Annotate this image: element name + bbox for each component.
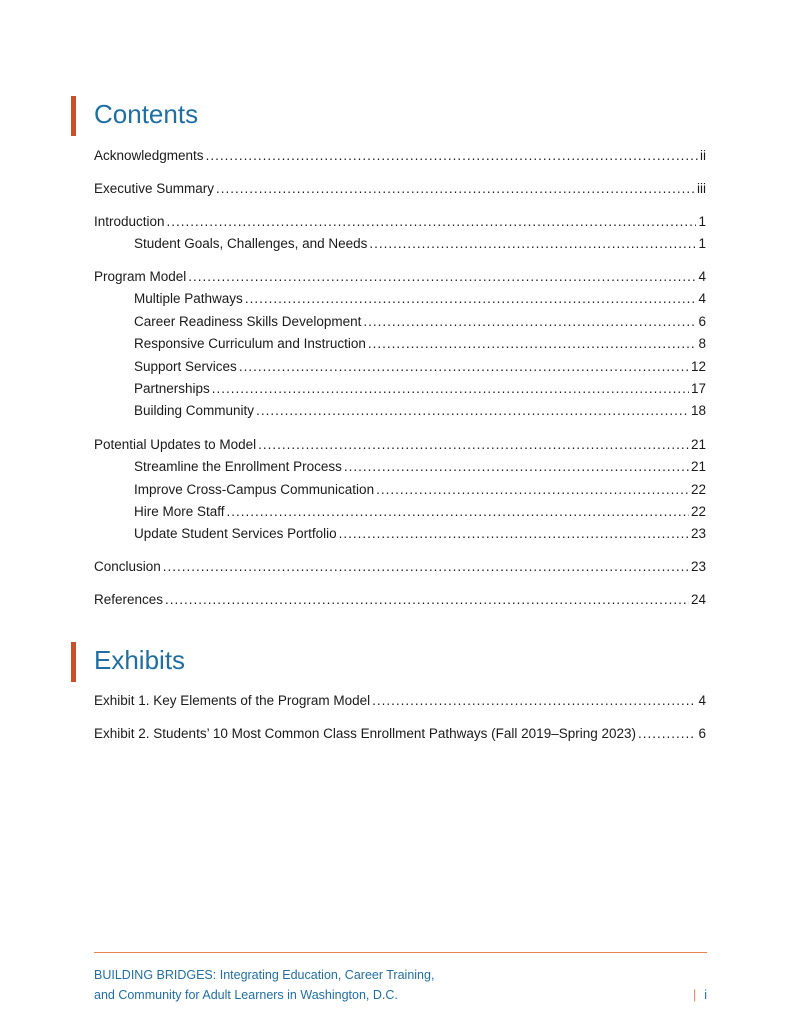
toc-entry-support-services[interactable] xyxy=(134,357,706,377)
toc-entry-page: 23 xyxy=(690,526,706,541)
dot-leader xyxy=(206,146,698,166)
toc-entry-building-community[interactable] xyxy=(134,401,706,421)
toc-entry-responsive-curriculum[interactable] xyxy=(134,334,706,354)
toc-entry-page: 22 xyxy=(690,504,706,519)
toc-entry-student-services-portfolio[interactable] xyxy=(134,524,706,544)
footer-report-title xyxy=(94,965,654,1005)
toc-entry-executive-summary[interactable] xyxy=(94,179,706,199)
toc-entry-page: 4 xyxy=(698,693,706,708)
dot-leader xyxy=(256,401,689,421)
contents-heading: Contents xyxy=(71,96,198,136)
dot-leader xyxy=(363,312,696,332)
toc-entry-title: Exhibit 1. Key Elements of the Program Model xyxy=(94,693,371,708)
toc-entry-page: iii xyxy=(697,181,706,196)
dot-leader xyxy=(163,557,689,577)
dot-leader xyxy=(167,212,697,232)
toc-entry-page: 24 xyxy=(690,592,706,607)
toc-entry-title: Student Goals, Challenges, and Needs xyxy=(134,236,368,251)
dot-leader xyxy=(372,691,696,711)
toc-entry-page: 1 xyxy=(698,236,706,251)
dot-leader xyxy=(339,524,689,544)
toc-entry-page: 6 xyxy=(698,726,706,741)
dot-leader xyxy=(245,289,697,309)
toc-entry-page: 23 xyxy=(690,559,706,574)
dot-leader xyxy=(227,502,689,522)
dot-leader xyxy=(216,179,695,199)
toc-entry-title: Introduction xyxy=(94,214,165,229)
toc-entry-hire-more-staff[interactable] xyxy=(134,502,706,522)
toc-entry-cross-campus[interactable] xyxy=(134,480,706,500)
toc-entry-page: 21 xyxy=(690,459,706,474)
dot-leader xyxy=(638,724,696,744)
toc-entry-student-goals[interactable] xyxy=(134,234,706,254)
toc-entry-title: Exhibit 2. Students’ 10 Most Common Class Enrollment Pathways (Fall 2019–Spring 2023) xyxy=(94,726,637,741)
page-number: i xyxy=(704,988,707,1002)
toc-entry-title: Support Services xyxy=(134,359,237,374)
dot-leader xyxy=(344,457,689,477)
dot-leader xyxy=(239,357,689,377)
dot-leader xyxy=(188,267,696,287)
toc-entry-page: 4 xyxy=(698,269,706,284)
toc-entry-page: 22 xyxy=(690,482,706,497)
toc-entry-title: Career Readiness Skills Development xyxy=(134,314,362,329)
toc-entry-page: 4 xyxy=(698,291,706,306)
footer-title-line-1: BUILDING BRIDGES: Integrating Education, Career Training, xyxy=(94,968,435,982)
toc-entry-exhibit-2[interactable] xyxy=(94,724,706,744)
toc-entry-career-readiness[interactable] xyxy=(134,312,706,332)
toc-entry-title: Building Community xyxy=(134,403,255,418)
toc-entry-title: Improve Cross-Campus Communication xyxy=(134,482,375,497)
toc-entry-title: Update Student Services Portfolio xyxy=(134,526,337,541)
dot-leader xyxy=(368,334,697,354)
toc-entry-acknowledgments[interactable] xyxy=(94,146,706,166)
footer-title-line-2: and Community for Adult Learners in Washington, D.C. xyxy=(94,988,398,1002)
dot-leader xyxy=(165,590,689,610)
toc-entry-title: Executive Summary xyxy=(94,181,215,196)
toc-entry-exhibit-1[interactable] xyxy=(94,691,706,711)
toc-entry-title: Acknowledgments xyxy=(94,148,204,163)
toc-entry-title: Potential Updates to Model xyxy=(94,437,257,452)
dot-leader xyxy=(212,379,689,399)
exhibits-heading: Exhibits xyxy=(71,642,185,682)
toc-entry-partnerships[interactable] xyxy=(134,379,706,399)
dot-leader xyxy=(376,480,689,500)
toc-entry-title: Hire More Staff xyxy=(134,504,225,519)
toc-entry-page: 6 xyxy=(698,314,706,329)
toc-entry-title: Streamline the Enrollment Process xyxy=(134,459,342,474)
toc-entry-page: 17 xyxy=(690,381,706,396)
toc-entry-page: 18 xyxy=(690,403,706,418)
toc-entry-streamline-enrollment[interactable] xyxy=(134,457,706,477)
toc-entry-title: Program Model xyxy=(94,269,187,284)
toc-entry-program-model[interactable] xyxy=(94,267,706,287)
toc-entry-title: Partnerships xyxy=(134,381,210,396)
toc-entry-potential-updates[interactable] xyxy=(94,435,706,455)
toc-entry-page: 21 xyxy=(690,437,706,452)
toc-entry-multiple-pathways[interactable] xyxy=(134,289,706,309)
toc-entry-title: Conclusion xyxy=(94,559,161,574)
toc-entry-title: References xyxy=(94,592,164,607)
toc-entry-references[interactable] xyxy=(94,590,706,610)
footer-page-number xyxy=(693,985,707,1005)
toc-entry-page: ii xyxy=(700,148,706,163)
footer-divider xyxy=(94,952,707,953)
dot-leader xyxy=(369,234,696,254)
toc-entry-title: Multiple Pathways xyxy=(134,291,243,306)
dot-leader xyxy=(258,435,689,455)
toc-entry-introduction[interactable] xyxy=(94,212,706,232)
toc-entry-conclusion[interactable] xyxy=(94,557,706,577)
toc-entry-page: 1 xyxy=(698,214,706,229)
footer-separator: | xyxy=(692,988,697,1002)
toc-entry-page: 8 xyxy=(698,336,706,351)
toc-entry-page: 12 xyxy=(690,359,706,374)
toc-entry-title: Responsive Curriculum and Instruction xyxy=(134,336,366,351)
